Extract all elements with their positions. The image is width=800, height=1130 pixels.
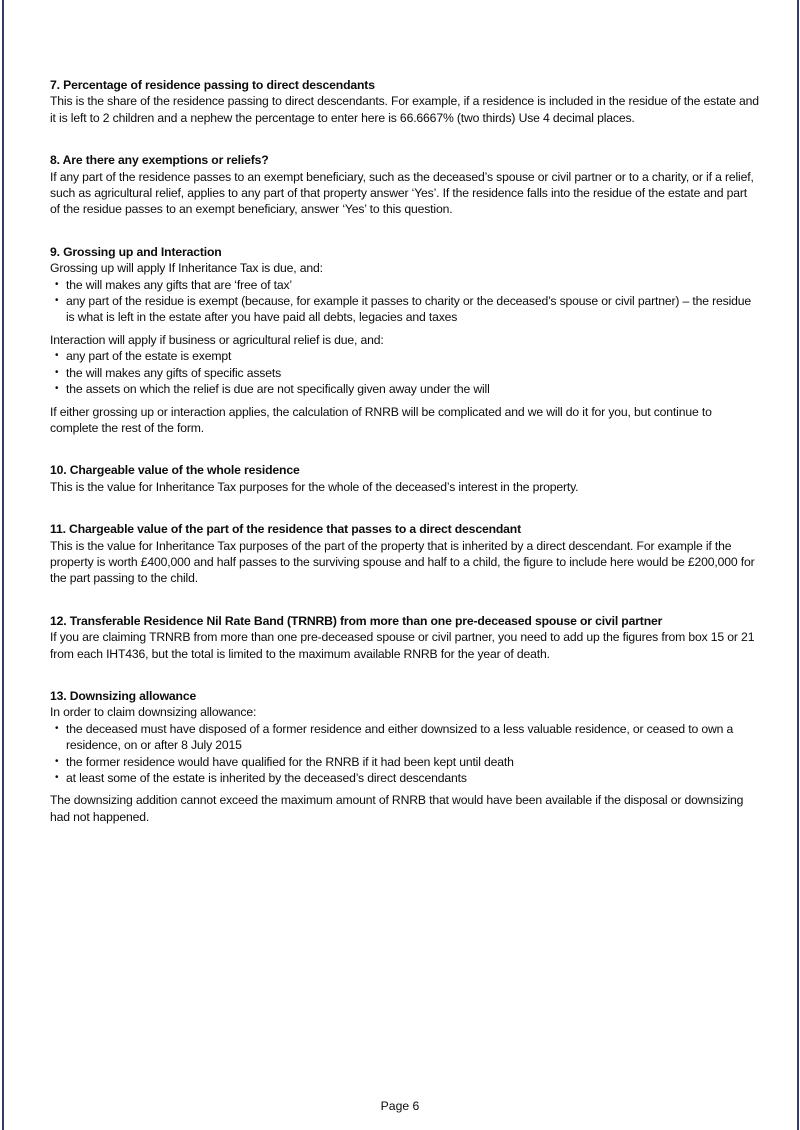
- section-heading: 7. Percentage of residence passing to direct descendants: [50, 78, 375, 92]
- bullet-icon: •: [55, 755, 59, 767]
- bullet-icon: •: [55, 722, 59, 734]
- bullet-item: [50, 277, 760, 293]
- bullet-text: any part of the estate is exempt: [66, 349, 232, 364]
- bullet-text: any part of the residue is exempt (because, for example it passes to charity or the deceased’s spouse or civil partner) – the residue is what is left in the estate after you have paid all debts, legacies and taxes: [66, 294, 752, 325]
- paragraph: Interaction will apply if business or agricultural relief is due, and:: [50, 332, 384, 347]
- bullet-text: the former residence would have qualified for the RNRB if it had been kept until death: [66, 754, 514, 769]
- bullet-item: [50, 348, 760, 364]
- note-section: [50, 613, 760, 662]
- page-left-border: [2, 0, 4, 1130]
- paragraph: If any part of the residence passes to an exempt beneficiary, such as the deceased’s spouse or civil partner or to a charity, or if a relief, such as agricultural relief, applies to any part of that property answer ‘Yes’. If the residence falls into the residue of the estate and part of the residue passes to an exempt beneficiary, answer ‘Yes’ to this question.: [50, 169, 754, 217]
- page-right-border: [797, 0, 799, 1130]
- note-section: [50, 521, 760, 587]
- note-section: [50, 152, 760, 218]
- bullet-item: [50, 381, 760, 397]
- section-heading: 13. Downsizing allowance: [50, 688, 197, 703]
- bullet-icon: •: [55, 772, 59, 783]
- section-heading: 12. Transferable Residence Nil Rate Band (TRNRB) from more than one pre-deceased spouse or civil partner: [50, 613, 663, 628]
- bullet-icon: •: [55, 278, 59, 290]
- bullet-icon: •: [55, 366, 59, 378]
- note-section: [50, 77, 760, 126]
- bullet-text: the deceased must have disposed of a former residence and either downsized to a less valuable residence, or ceased to own a residence, on or after 8 July 2015: [66, 721, 734, 753]
- page-number: Page 6: [380, 1099, 420, 1113]
- paragraph: If you are claiming TRNRB from more than one pre-deceased spouse or civil partner, you need to add up the figures from box 15 or 21 from each IHT436, but the total is limited to the maximum available RNRB for the year of death.: [50, 630, 755, 661]
- guidance-notes: [50, 77, 760, 825]
- section-heading: 8. Are there any exemptions or reliefs?: [50, 153, 269, 168]
- section-heading: 9. Grossing up and Interaction: [50, 244, 222, 259]
- note-section: [50, 462, 760, 495]
- section-heading: 10. Chargeable value of the whole residence: [50, 463, 300, 478]
- bullet-text: the will makes any gifts that are ‘free of tax’: [66, 277, 292, 292]
- bullet-text: the assets on which the relief is due are not specifically given away under the will: [66, 382, 490, 397]
- bullet-item: [50, 365, 760, 381]
- bullet-list: [50, 277, 760, 326]
- bullet-icon: •: [55, 295, 59, 307]
- bullet-item: [50, 754, 760, 770]
- paragraph: Grossing up will apply If Inheritance Tax is due, and:: [50, 261, 323, 276]
- bullet-list: [50, 348, 760, 397]
- paragraph: This is the value for Inheritance Tax purposes for the whole of the deceased’s interest in the property.: [50, 479, 579, 494]
- bullet-list: [50, 721, 760, 787]
- bullet-icon: •: [55, 350, 59, 362]
- paragraph: The downsizing addition cannot exceed the maximum amount of RNRB that would have been available if the disposal or downsizing had not happened.: [50, 793, 744, 824]
- bullet-text: at least some of the estate is inherited by the deceased’s direct descendants: [66, 771, 467, 785]
- paragraph: This is the share of the residence passing to direct descendants. For example, if a residence is included in the residue of the estate and it is left to 2 children and a nephew the percentage to enter here is 66.6667% (two thirds) Use 4 decimal places.: [50, 94, 759, 125]
- bullet-item: [50, 770, 760, 786]
- bullet-item: [50, 721, 760, 754]
- bullet-text: the will makes any gifts of specific assets: [66, 365, 282, 380]
- bullet-icon: •: [55, 383, 59, 395]
- note-section: [50, 244, 760, 436]
- bullet-item: [50, 293, 760, 326]
- paragraph: If either grossing up or interaction applies, the calculation of RNRB will be complicated and we will do it for you, but continue to complete the rest of the form.: [50, 404, 712, 435]
- section-heading: 11. Chargeable value of the part of the residence that passes to a direct descendant: [50, 522, 521, 537]
- paragraph: In order to claim downsizing allowance:: [50, 705, 257, 720]
- note-section: [50, 688, 760, 825]
- paragraph: This is the value for Inheritance Tax purposes of the part of the property that is inherited by a direct descendant. For example if the property is worth £400,000 and half passes to the surviving spouse and half to a child, the figure to include here would be £200,000 for the part passing to the child.: [50, 538, 755, 586]
